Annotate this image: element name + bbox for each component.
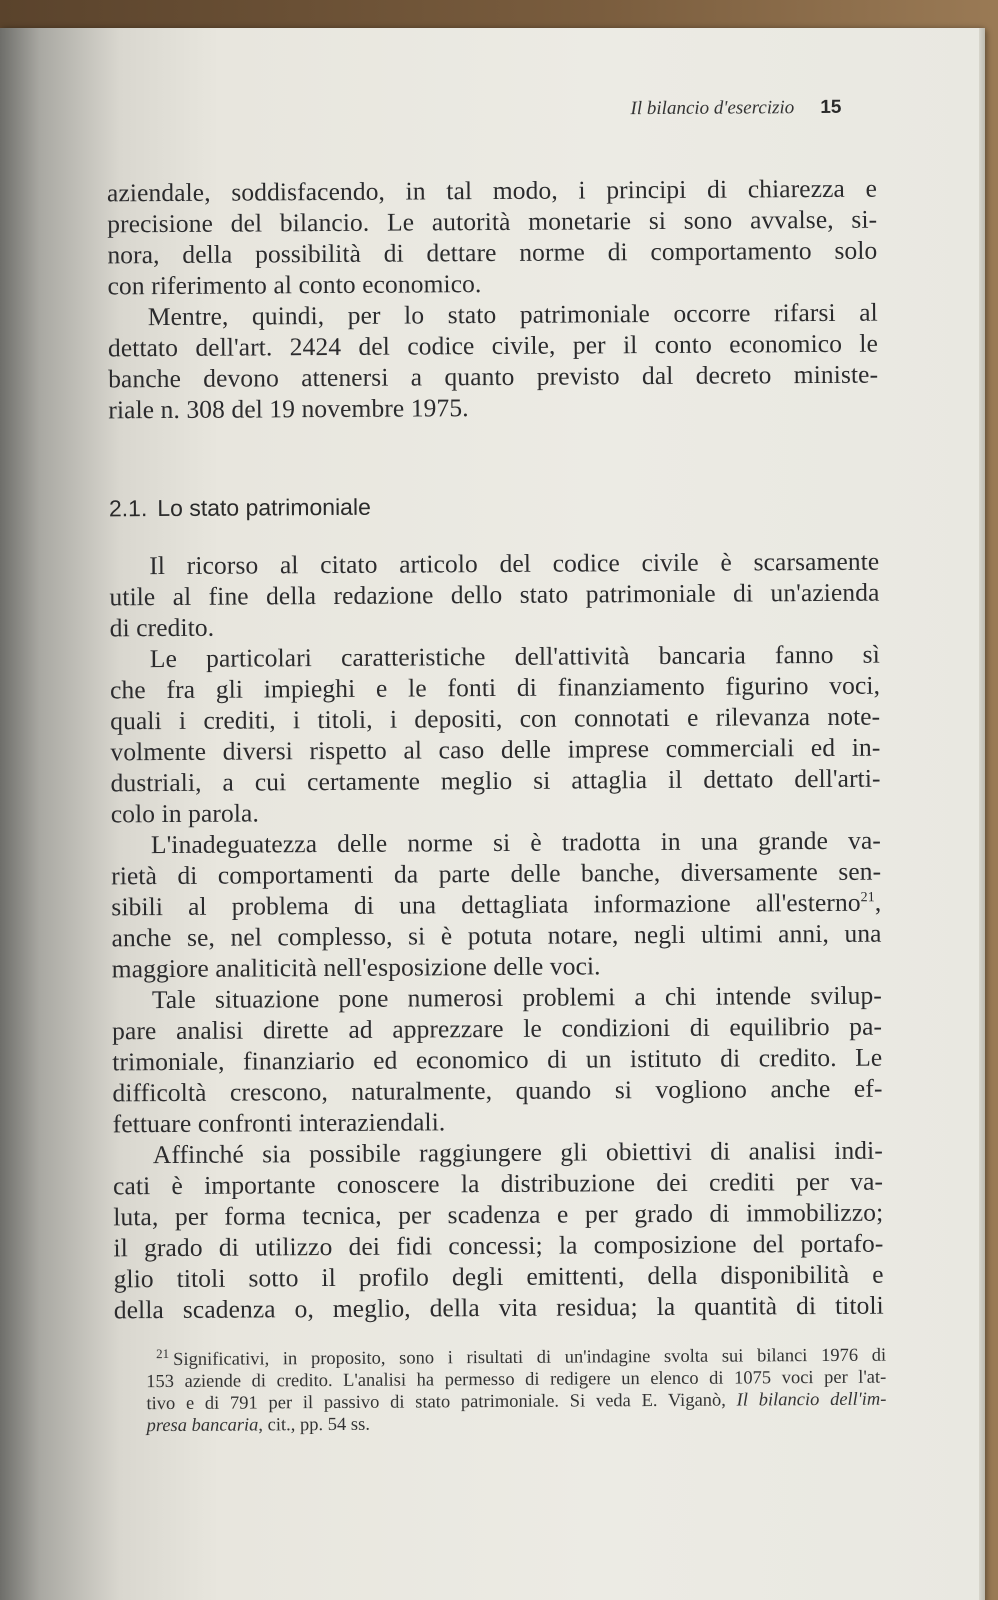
text-line: il grado di utilizzo dei fidi concessi; la composizione del portafo-: [113, 1228, 884, 1263]
text-line: volmente diversi rispetto al caso delle imprese commerciali ed in-: [110, 732, 881, 767]
intro-paragraphs: [106, 173, 879, 425]
text-line: trimoniale, finanziario ed economico di un istituto di credito. Le: [112, 1042, 883, 1077]
text-line: quali i crediti, i titoli, i depositi, con connotati e rilevanza note-: [110, 701, 881, 736]
text-line: di credito.: [109, 612, 215, 643]
text-line: fettuare confronti interaziendali.: [112, 1107, 446, 1139]
text-line: con riferimento al conto economico.: [107, 269, 482, 301]
text-line: Le particolari caratteristiche dell'attività bancaria fanno sì: [149, 639, 880, 674]
text-line: Mentre, quindi, per lo stato patrimoniale occorre rifarsi al: [147, 297, 878, 332]
page-content: [0, 22, 995, 1600]
text-line: colo in parola.: [110, 798, 259, 829]
text-line-with-footnote-ref: sibili al problema di una dettagliata informazione all'esterno$^{21}$,: [111, 887, 882, 922]
text-line: difficoltà crescono, naturalmente, quando si vogliono anche ef-: [112, 1073, 883, 1108]
text-line: Affinché sia possibile raggiungere gli obiettivi di analisi indi-: [152, 1135, 883, 1170]
text-line: glio titoli sotto il profilo degli emittenti, della disponibilità e: [113, 1259, 884, 1294]
text-line: Il ricorso al citato articolo del codice civile è scarsamente: [149, 546, 880, 581]
text-line: che fra gli impieghi e le fonti di finanziamento figurino voci,: [109, 670, 881, 705]
text-line: utile al fine della redazione dello stato patrimoniale di un'azienda: [109, 577, 880, 612]
footnote-line: $^{21}$ Significativi, in proposito, sono i risultati di un'indagine svolta sui bilanci 1976 di: [156, 1345, 887, 1370]
running-title: Il bilancio d'esercizio: [630, 97, 795, 120]
footnote-line: tivo e di 791 per il passivo di stato patrimoniale. Si veda E. Viganò, Il bilancio dell'im-: [146, 1389, 887, 1415]
running-header: [630, 97, 880, 121]
text-line: pare analisi dirette ad apprezzare le condizioni di equilibrio pa-: [112, 1011, 883, 1046]
text-line: dustriali, a cui certamente meglio si attaglia il dettato dell'arti-: [110, 763, 881, 798]
text-line: luta, per forma tecnica, per scadenza e per grado di immobilizzo;: [113, 1197, 884, 1232]
text-line: nora, della possibilità di dettare norme di comportamento solo: [107, 235, 878, 270]
text-line: aziendale, soddisfacendo, in tal modo, i principi di chiarezza e: [106, 173, 878, 208]
text-line: banche devono attenersi a quanto previsto dal decreto ministe-: [108, 359, 879, 394]
text-line: rietà di comportamenti da parte delle banche, diversamente sen-: [111, 856, 882, 891]
text-line: L'inadeguatezza delle norme si è tradotta in una grande va-: [150, 825, 882, 860]
text-line: cati è importante conoscere la distribuzione dei crediti per va-: [112, 1166, 884, 1201]
text-line: della scadenza o, meglio, della vita residua; la quantità di titoli: [113, 1290, 884, 1325]
footnote: [146, 1345, 887, 1437]
text-line: Tale situazione pone numerosi problemi a chi intende svilup-: [151, 980, 883, 1015]
footnote-number: 21: [156, 1345, 170, 1361]
footnote-line: presa bancaria, cit., pp. 54 ss.: [146, 1414, 370, 1437]
footnote-line: 153 aziende di credito. L'analisi ha permesso di redigere un elenco di 1075 voci per l'at-: [146, 1367, 887, 1393]
text-line: dettato dell'art. 2424 del codice civile, per il conto economico le: [107, 328, 879, 363]
section-title: Lo stato patrimoniale: [157, 493, 371, 522]
section-heading: [109, 494, 371, 523]
page-number: 15: [820, 96, 842, 118]
text-line-content: sibili al problema di una dettagliata informazione all'esterno: [111, 887, 861, 922]
section-body: [109, 546, 884, 1325]
text-line: precisione del bilancio. Le autorità monetarie si sono avvalse, si-: [107, 204, 878, 239]
text-line: riale n. 308 del 19 novembre 1975.: [108, 393, 469, 425]
book-page: [0, 28, 985, 1600]
section-number: 2.1.: [108, 495, 148, 522]
text-line: anche se, nel complesso, si è potuta notare, negli ultimi anni, una: [111, 918, 882, 953]
text-line: maggiore analiticità nell'esposizione delle voci.: [111, 951, 601, 984]
footnote-reference[interactable]: 21: [860, 890, 875, 906]
